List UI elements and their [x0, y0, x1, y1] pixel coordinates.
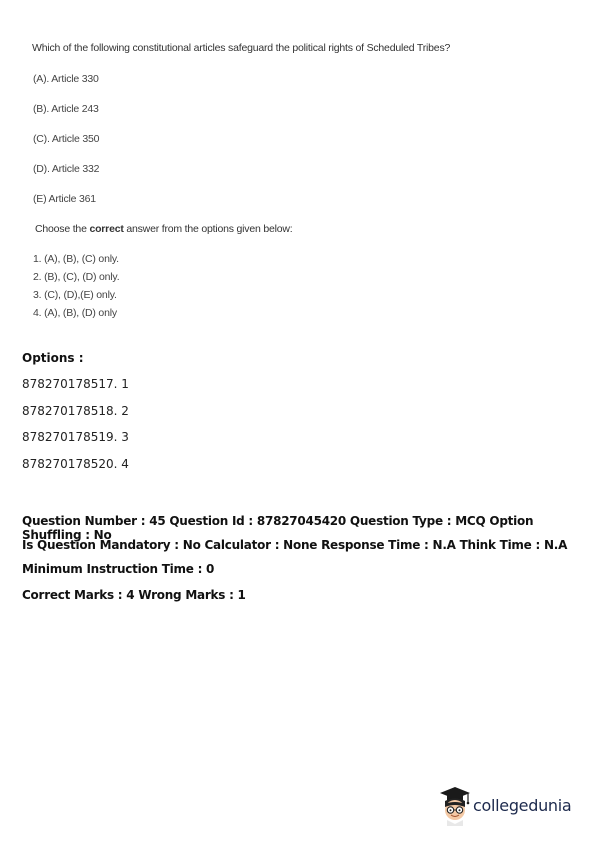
- question-meta-line-1: Question Number : 45 Question Id : 87827045420 Question Type : MCQ Option Shuffling : No: [22, 514, 534, 542]
- answer-choice-4: 4. (A), (B), (D) only: [33, 307, 117, 319]
- option-id-2: 878270178518. 2: [22, 404, 129, 418]
- statement-d: (D). Article 332: [33, 163, 100, 175]
- option-id-3: 878270178519. 3: [22, 430, 129, 444]
- statement-e: (E) Article 361: [33, 193, 96, 205]
- question-meta-line-4: Correct Marks : 4 Wrong Marks : 1: [22, 588, 246, 602]
- answer-choice-3: 3. (C), (D),(E) only.: [33, 289, 117, 301]
- logo-text: collegedunia: [473, 795, 572, 815]
- option-id-4: 878270178520. 4: [22, 457, 129, 471]
- statement-a: (A). Article 330: [33, 73, 99, 85]
- question-meta-line-2: Is Question Mandatory : No Calculator : None Response Time : N.A Think Time : N.A: [22, 538, 568, 552]
- choose-prefix: Choose the: [35, 223, 90, 235]
- question-text: Which of the following constitutional articles safeguard the political rights of Scheduled Tribes?: [32, 42, 451, 54]
- answer-choice-2: 2. (B), (C), (D) only.: [33, 271, 120, 283]
- collegedunia-logo: [437, 784, 571, 826]
- choose-instruction: [35, 223, 293, 235]
- choose-bold: correct: [89, 223, 124, 235]
- option-id-1: 878270178517. 1: [22, 377, 129, 391]
- options-label: Options :: [22, 351, 84, 365]
- answer-choice-1: 1. (A), (B), (C) only.: [33, 253, 119, 265]
- statement-b: (B). Article 243: [33, 103, 99, 115]
- choose-suffix: answer from the options given below:: [123, 223, 293, 235]
- student-with-graduation-cap-icon: [437, 784, 471, 826]
- statement-c: (C). Article 350: [33, 133, 100, 145]
- question-meta-line-3: Minimum Instruction Time : 0: [22, 562, 215, 576]
